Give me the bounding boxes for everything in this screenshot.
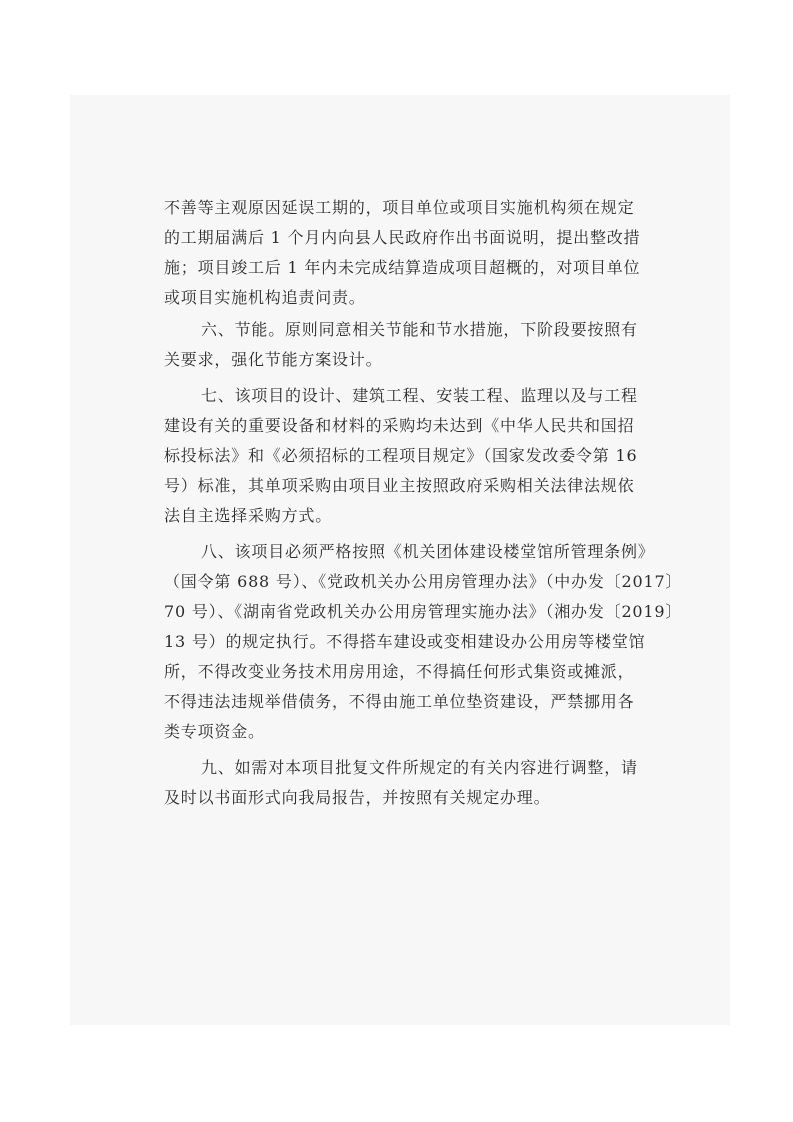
paragraph-accountability [164, 193, 641, 313]
text-line: 13 号）的规定执行。不得搭车建设或变相建设办公用房等楼堂馆 [164, 632, 646, 651]
text-line: 不得违法违规举借债务，不得由施工单位垫资建设，严禁挪用各 [164, 692, 635, 711]
text-line: 或项目实施机构追责问责。 [164, 288, 366, 307]
text-line: 九、如需对本项目批复文件所规定的有关内容进行调整，请 [201, 758, 638, 777]
text-line: 的工期届满后 1 个月内向县人民政府作出书面说明，提出整改措 [164, 228, 641, 247]
document-body [164, 193, 683, 813]
text-line: 六、节能。原则同意相关节能和节水措施，下阶段要按照有 [201, 320, 638, 339]
text-line: 所，不得改变业务技术用房用途，不得搞任何形式集资或摊派， [164, 662, 635, 681]
paragraph-procurement [164, 381, 638, 531]
paragraph-energy-saving [164, 315, 638, 375]
text-line: 七、该项目的设计、建筑工程、安装工程、监理以及与工程 [201, 386, 638, 405]
text-line: 施；项目竣工后 1 年内未完成结算造成项目超概的，对项目单位 [164, 258, 641, 277]
text-line: 标投标法》和《必须招标的工程项目规定》（国家发改委令第 16 [164, 446, 638, 465]
text-line: 关要求，强化节能方案设计。 [164, 350, 383, 369]
paragraph-building-rules [164, 537, 683, 747]
text-line: 不善等主观原因延误工期的，项目单位或项目实施机构须在规定 [164, 198, 635, 217]
text-line: 类专项资金。 [164, 722, 265, 741]
text-line: 70 号）、《湖南省党政机关办公用房管理实施办法》（湘办发〔2019〕 [164, 602, 683, 621]
text-line: 八、该项目必须严格按照《机关团体建设楼堂馆所管理条例》 [201, 542, 655, 561]
text-line: 建设有关的重要设备和材料的采购均未达到《中华人民共和国招 [164, 416, 635, 435]
paragraph-adjustments [164, 753, 638, 813]
text-line: 及时以书面形式向我局报告，并按照有关规定办理。 [164, 788, 551, 807]
text-line: （国令第 688 号）、《党政机关办公用房管理办法》（中办发〔2017〕 [164, 572, 683, 591]
text-line: 法自主选择采购方式。 [164, 506, 333, 525]
text-line: 号）标准，其单项采购由项目业主按照政府采购相关法律法规依 [164, 476, 635, 495]
